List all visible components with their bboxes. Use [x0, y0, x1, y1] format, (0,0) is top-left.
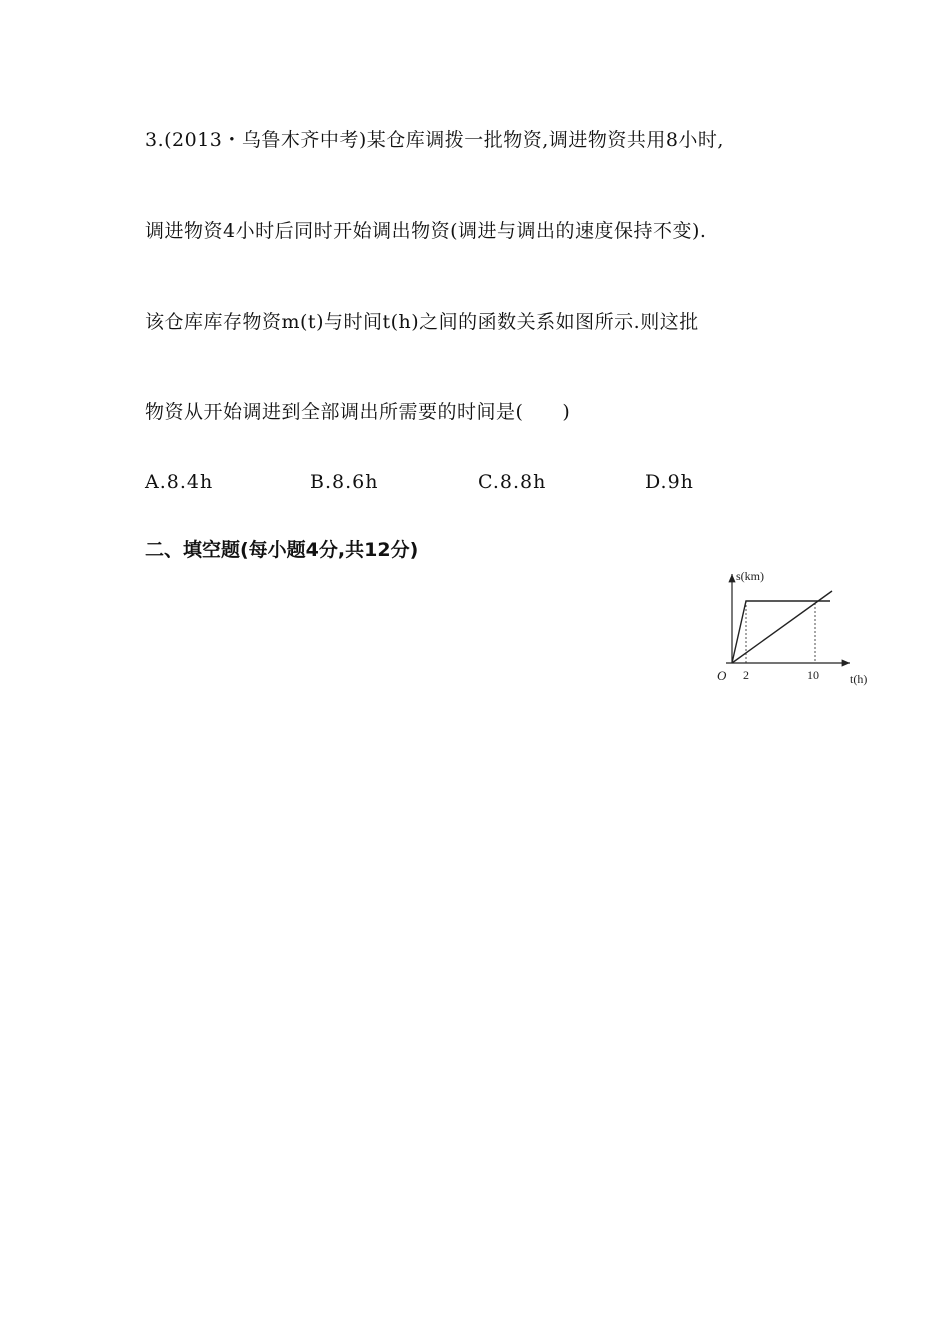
origin-label: O	[717, 668, 727, 683]
question-line-1: 3.(2013・乌鲁木齐中考)某仓库调拨一批物资,调进物资共用8小时,	[145, 129, 724, 151]
option-b: B.8.6h	[310, 471, 379, 493]
distance-time-graph	[700, 560, 880, 690]
x-tick-label-2: 2	[743, 668, 749, 682]
option-d: D.9h	[645, 471, 694, 493]
option-a: A.8.4h	[145, 471, 214, 493]
question-line-4: 物资从开始调进到全部调出所需要的时间是( )	[145, 401, 571, 423]
question-line-3: 该仓库库存物资m(t)与时间t(h)之间的函数关系如图所示.则这批	[145, 311, 699, 333]
gradual-line	[732, 591, 832, 663]
option-c: C.8.8h	[478, 471, 547, 493]
question-line-2: 调进物资4小时后同时开始调出物资(调进与调出的速度保持不变).	[145, 220, 707, 242]
x-tick-label-10: 10	[807, 668, 819, 682]
y-axis-label: s(km)	[736, 569, 764, 583]
section-heading: 二、填空题(每小题4分,共12分)	[145, 539, 419, 561]
x-axis-label: t(h)	[850, 672, 868, 686]
